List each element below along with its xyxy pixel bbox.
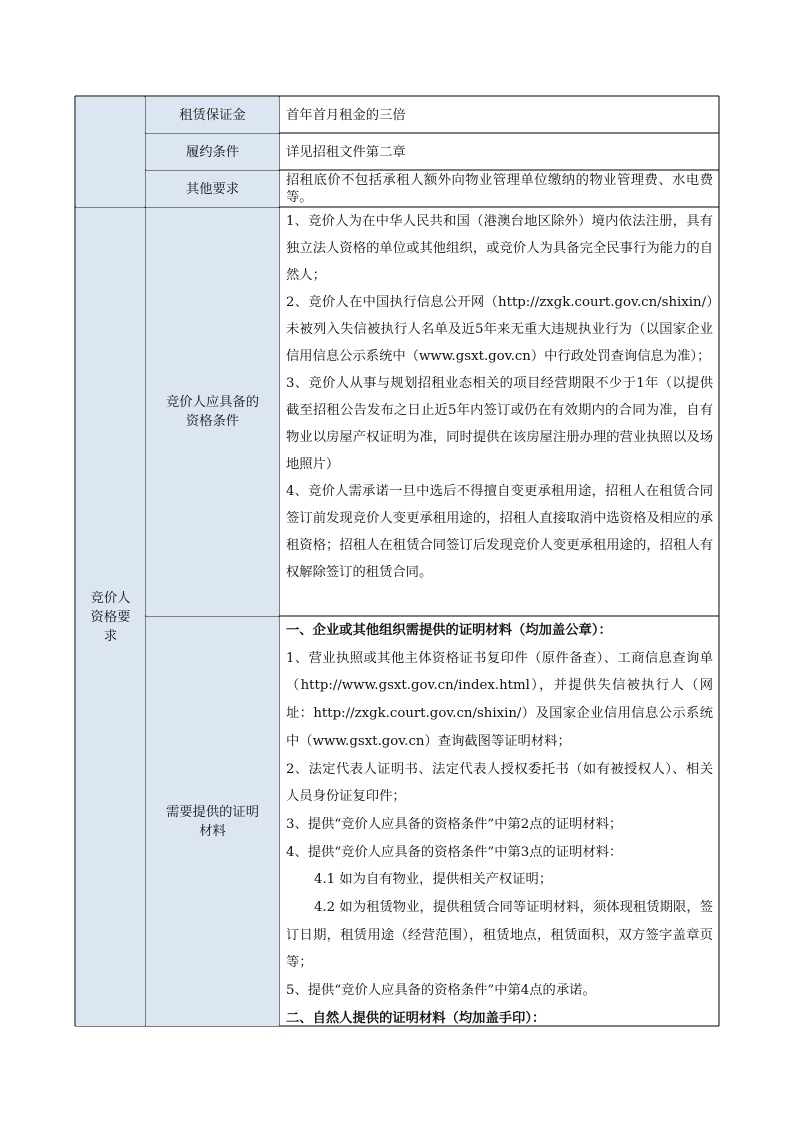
performance-label-cell (146, 134, 279, 170)
material-item: 1、营业执照或其他主体资格证书复印件（原件备查）、工商信息查询单（http://www.gsxt.gov.cn/index.html），并提供失信被执行人（网址：http://zxgk.court.gov.cn/shixin/）及国家企业信用信息公示系统中（www.gsxt.gov.cn）查询截图等证明材料； (286, 650, 713, 749)
group-cell-top (76, 97, 145, 207)
other-label-cell (146, 171, 279, 207)
performance-value-cell (280, 134, 719, 170)
qualifications-label-cell (146, 208, 279, 616)
qualification-item: 1、竞价人为在中华人民共和国（港澳台地区除外）境内依法注册，具有独立法人资格的单位或其他组织，或竞价人为具备完全民事行为能力的自然人； (286, 214, 713, 283)
deposit-label: 租赁保证金 (179, 107, 246, 123)
material-item: 2、法定代表人证明书、法定代表人授权委托书（如有被授权人）、相关人员身份证复印件； (286, 761, 713, 805)
qualification-item: 4、竞价人需承诺一旦中选后不得擅自变更承租用途，招租人在租赁合同签订前发现竞价人变更承租用途的，招租人直接取消中选资格及相应的承租资格；招租人在租赁合同签订后发现竞价人变更承租用途的，招租人有权解除签订的租赁合同。 (286, 484, 713, 580)
material-sub-item: 4.2 如为租赁物业，提供租赁合同等证明材料，须体现租赁期限，签订日期，租赁用途（经营范围），租赁地点，租赁面积，双方签字盖章页等； (286, 900, 713, 971)
deposit-label-cell (146, 97, 279, 133)
qualification-item: 3、竞价人从事与规划招租业态相关的项目经营期限不少于1年（以提供截至招租公告发布之日止近5年内签订或仍在有效期内的合同为准，自有物业以房屋产权证明为准，同时提供在该房屋注册办理的营业执照以及场地照片） (286, 376, 713, 472)
materials-content (280, 617, 719, 1026)
other-value-cell (280, 171, 719, 207)
deposit-value-cell (280, 97, 719, 133)
materials-label-cell (146, 617, 279, 1026)
material-item: 4、提供“竞价人应具备的资格条件”中第3点的证明材料： (286, 844, 623, 860)
performance-label: 履约条件 (185, 144, 240, 160)
qualifications-label: 竞价人应具备的资格条件 (165, 395, 260, 429)
bidder-category-cell (76, 208, 145, 1026)
material-item: 3、提供“竞价人应具备的资格条件”中第2点的证明材料； (286, 816, 623, 832)
material-sub-item: 4.1 如为自有物业，提供相关产权证明； (314, 872, 553, 888)
deposit-value: 首年首月租金的三倍 (286, 107, 406, 123)
bidder-category-label: 竞价人资格要求 (90, 590, 131, 644)
materials-label: 需要提供的证明材料 (165, 804, 260, 839)
other-label: 其他要求 (185, 181, 240, 197)
other-value: 招租底价不包括承租人额外向物业管理单位缴纳的物业管理费、水电费等。 (286, 173, 713, 205)
qualifications-content (280, 208, 719, 616)
performance-value: 详见招租文件第二章 (286, 144, 406, 160)
material-item: 5、提供“竞价人应具备的资格条件”中第4点的承诺。 (286, 983, 596, 999)
qualification-item: 2、竞价人在中国执行信息公开网（http://zxgk.court.gov.cn/shixin/）未被列入失信被执行人名单及近5年来无重大违规执业行为（以国家企业信用信息公示系统中（www.gsxt.gov.cn）中行政处罚查询信息为准）； (286, 295, 713, 364)
materials-heading-natural-person: 二、自然人提供的证明材料（均加盖手印）： (286, 1010, 546, 1026)
materials-heading-organization: 一、企业或其他组织需提供的证明材料（均加盖公章）： (286, 623, 612, 638)
